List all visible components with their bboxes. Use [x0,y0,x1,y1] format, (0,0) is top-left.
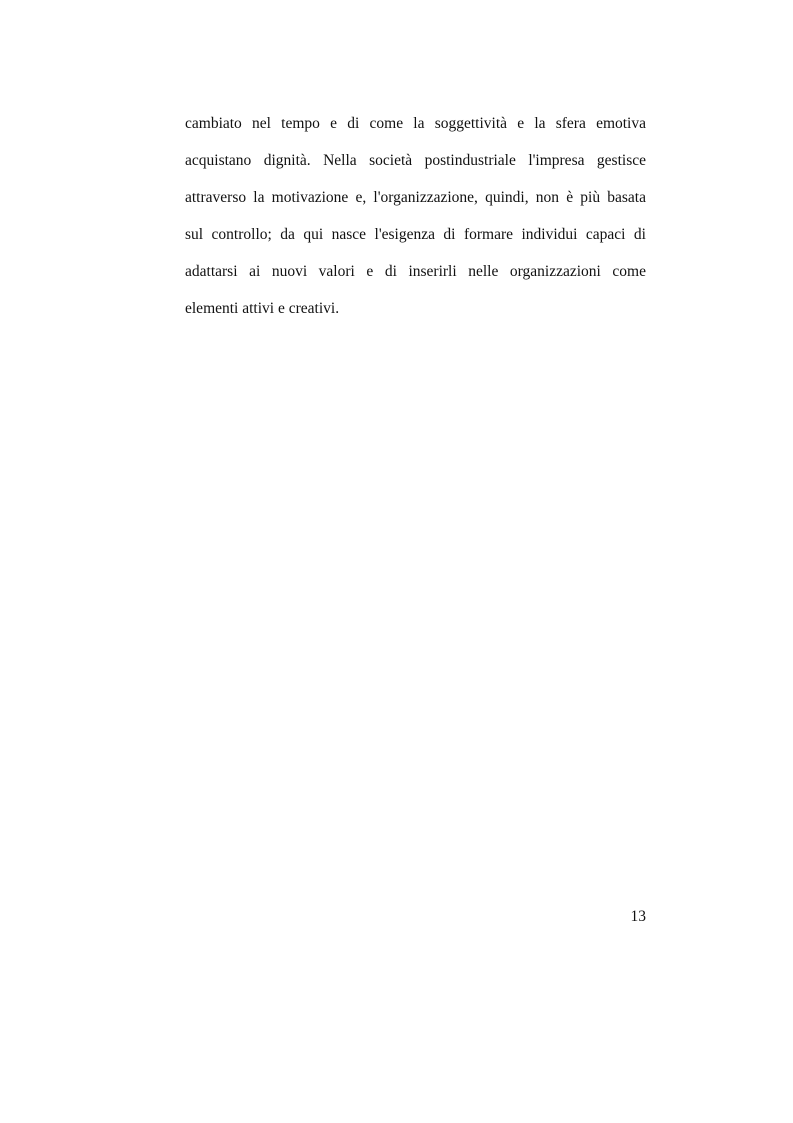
paragraph-line-4: sul controllo; da qui nasce l'esigenza di formare individui capaci di [185,226,646,243]
body-paragraph [185,110,646,332]
paragraph-line-6: elementi attivi e creativi. [185,300,340,317]
paragraph-line-2: acquistano dignità. Nella società postindustriale l'impresa gestisce [185,152,646,169]
paragraph-line-5: adattarsi ai nuovi valori e di inserirli nelle organizzazioni come [185,263,646,280]
paragraph-line-1: cambiato nel tempo e di come la soggettività e la sfera emotiva [185,115,646,132]
page-number: 13 [630,908,646,925]
paragraph-line-3: attraverso la motivazione e, l'organizzazione, quindi, non è più basata [185,189,646,206]
